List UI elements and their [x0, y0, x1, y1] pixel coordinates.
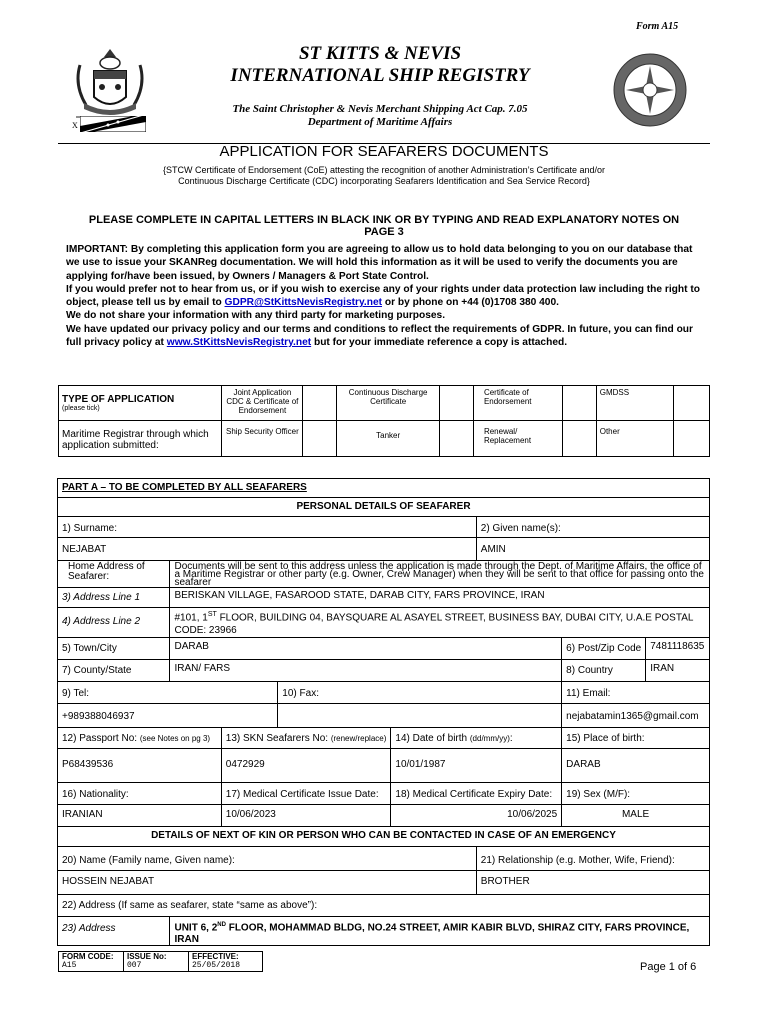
sex-label: 19) Sex (M/F):: [562, 783, 710, 805]
flag-icon: [80, 116, 146, 132]
passport-field[interactable]: P68439536: [58, 749, 222, 783]
surname-field[interactable]: NEJABAT: [58, 538, 477, 561]
registrar-label: Maritime Registrar through which application submitted:: [59, 421, 222, 457]
tel-field[interactable]: +989388046937: [58, 704, 278, 728]
registry-website-link[interactable]: www.StKittsNevisRegistry.net: [166, 337, 312, 349]
post-code-label: 6) Post/Zip Code: [562, 638, 646, 660]
skn-field[interactable]: 0472929: [221, 749, 391, 783]
opt-sso-label: Ship Security Officer: [222, 421, 303, 457]
med-expiry-label: 18) Medical Certificate Expiry Date:: [391, 783, 562, 805]
given-name-field[interactable]: AMIN: [476, 538, 709, 561]
tick-box-coe[interactable]: [562, 386, 596, 421]
opt-joint-label: Joint Application CDC & Certificate of Endorsement: [222, 386, 303, 421]
type-hint: (please tick): [62, 405, 100, 412]
document-title: APPLICATION FOR SEAFARERS DOCUMENTS: [219, 143, 549, 160]
effective-label: EFFECTIVE:: [192, 952, 239, 961]
form-ref: Form A15: [636, 21, 679, 32]
issue-label: ISSUE No:: [127, 952, 167, 961]
kin-name-field[interactable]: HOSSEIN NEJABAT: [58, 871, 477, 895]
county-label: 7) County/State: [58, 660, 170, 682]
fax-label: 10) Fax:: [278, 682, 562, 704]
notice-p3: We do not share your information with any third party for marketing purposes.: [66, 310, 446, 322]
tel-label: 9) Tel:: [58, 682, 278, 704]
part-a-table: [57, 478, 710, 946]
effective-value: 25/05/2018: [192, 961, 241, 970]
nationality-field[interactable]: IRANIAN: [58, 805, 222, 827]
email-field[interactable]: nejabatamin1365@gmail.com: [562, 704, 710, 728]
skn-label: 13) SKN Seafarers No: (renew/replace): [221, 728, 391, 749]
tick-box-cdc[interactable]: [440, 386, 474, 421]
pob-label: 15) Place of birth:: [562, 728, 710, 749]
email-label: 11) Email:: [562, 682, 710, 704]
med-issue-label: 17) Medical Certificate Issue Date:: [221, 783, 391, 805]
kin-name-label: 20) Name (Family name, Given name):: [58, 847, 477, 871]
maritime-seal-icon: [612, 52, 688, 128]
notice-p2: If you would prefer not to hear from us, or if you wish to exercise any of your rights under data protection law including the right to object, please tell us by email to GDPR@StKittsNevisRegistry.net or by phone on +44 (0)1708 380 400.: [66, 283, 700, 309]
opt-other-label: Other: [596, 421, 673, 457]
county-field[interactable]: IRAN/ FARS: [170, 660, 562, 682]
form-code-value: A15: [62, 961, 77, 970]
tick-box-tanker[interactable]: [440, 421, 474, 457]
instruction-line2: PAGE 3: [364, 226, 404, 238]
tick-box-other[interactable]: [674, 421, 710, 457]
address23-label: 23) Address: [58, 917, 170, 945]
part-a-heading: PART A – TO BE COMPLETED BY ALL SEAFARERS: [58, 479, 710, 498]
application-type-table: [58, 385, 710, 457]
address23-field[interactable]: UNIT 6, 2ND FLOOR, MOHAMMAD BLDG, NO.24 STREET, AMIR KABIR BLVD, SHIRAZ CITY, FARS PROVINCE, IRAN: [170, 917, 710, 945]
tick-box-gmdss[interactable]: [674, 386, 710, 421]
town-field[interactable]: DARAB: [170, 638, 562, 660]
personal-details-heading: PERSONAL DETAILS OF SEAFARER: [58, 498, 710, 517]
notice-p1: IMPORTANT: By completing this application form you are agreeing to allow us to hold data belonging to you on our database that we use to issue your SKANReg documentation. We will hold this information as it will be used to verify the documents you are applying for/have been issued, by Owners / Managers & Port State Control.: [66, 244, 693, 282]
next-of-kin-heading: DETAILS OF NEXT OF KIN OR PERSON WHO CAN BE CONTACTED IN CASE OF AN EMERGENCY: [58, 827, 710, 847]
arms-x-mark: X: [72, 121, 78, 130]
gdpr-email-link[interactable]: GDPR@StKittsNevisRegistry.net: [224, 297, 383, 309]
form-code-cell: [59, 952, 124, 972]
opt-cdc-label: Continuous Discharge Certificate: [337, 386, 440, 421]
subtitle-line1: {STCW Certificate of Endorsement (CoE) attesting the recognition of another Administration’s Certificate and/or: [162, 165, 606, 175]
page-number: Page 1 of 6: [640, 961, 697, 973]
opt-renewal-label: Renewal/ Replacement: [473, 421, 562, 457]
registry-title-line2: INTERNATIONAL SHIP REGISTRY: [230, 65, 530, 86]
gdpr-notice: [66, 243, 706, 349]
instruction-line1: PLEASE COMPLETE IN CAPITAL LETTERS IN BLACK INK OR BY TYPING AND READ EXPLANATORY NOTES ON: [88, 214, 680, 226]
relationship-field[interactable]: BROTHER: [476, 871, 709, 895]
issue-value: 007: [127, 961, 142, 970]
home-address-label: Home Address of Seafarer:: [58, 561, 170, 588]
address-line2-label: 4) Address Line 2: [58, 608, 170, 638]
address-line1-field[interactable]: BERISKAN VILLAGE, FASAROOD STATE, DARAB CITY, FARS PROVINCE, IRAN: [170, 588, 710, 608]
dob-label: 14) Date of birth (dd/mm/yy):: [391, 728, 562, 749]
type-label-cell: [59, 386, 222, 421]
fax-field[interactable]: [278, 704, 562, 728]
country-label: 8) Country: [562, 660, 646, 682]
issue-cell: [124, 952, 189, 972]
address-line2-field[interactable]: #101, 1ST FLOOR, BUILDING 04, BAYSQUARE AL ASAYEL STREET, BUSINESS BAY, DUBAI CITY, U.A.E POSTAL CODE: 23966: [170, 608, 710, 638]
tick-box-renewal[interactable]: [562, 421, 596, 457]
act-reference: The Saint Christopher & Nevis Merchant Shipping Act Cap. 7.05: [232, 103, 528, 115]
tick-box-joint[interactable]: [303, 386, 337, 421]
address-line1-label: 3) Address Line 1: [58, 588, 170, 608]
form-code-table: [58, 951, 263, 972]
post-code-field[interactable]: 7481118635: [646, 638, 710, 660]
tick-box-sso[interactable]: [303, 421, 337, 457]
given-name-label: 2) Given name(s):: [476, 517, 709, 538]
nationality-label: 16) Nationality:: [58, 783, 222, 805]
relationship-label: 21) Relationship (e.g. Mother, Wife, Friend):: [476, 847, 709, 871]
surname-label: 1) Surname:: [58, 517, 477, 538]
kin-address-label: 22) Address (If same as seafarer, state “same as above”):: [58, 895, 710, 917]
type-label: TYPE OF APPLICATION: [62, 394, 175, 405]
country-field[interactable]: IRAN: [646, 660, 710, 682]
department-name: Department of Maritime Affairs: [307, 116, 453, 128]
subtitle-line2: Continuous Discharge Certificate (CDC) incorporating Seafarers Identification and Sea Service Record}: [178, 176, 590, 186]
registry-title-line1: ST KITTS & NEVIS: [298, 43, 462, 64]
pob-field[interactable]: DARAB: [562, 749, 710, 783]
effective-cell: [189, 952, 263, 972]
sex-field[interactable]: MALE: [562, 805, 710, 827]
notice-p4: We have updated our privacy policy and our terms and conditions to reflect the requirements of GDPR. In future, you can find our full privacy policy at www.StKittsNevisRegistry.net but for your immediate reference a copy is attached.: [66, 323, 693, 349]
opt-coe-label: Certificate of Endorsement: [473, 386, 562, 421]
passport-label: 12) Passport No: (see Notes on pg 3): [58, 728, 222, 749]
med-expiry-field[interactable]: 10/06/2025: [391, 805, 562, 827]
opt-tanker-label: Tanker: [337, 421, 440, 457]
form-code-label: FORM CODE:: [62, 952, 114, 961]
home-address-note: Documents will be sent to this address unless the application is made through the Dept. of Maritime Affairs, the office of a Maritime Registrar or other party (e.g. Owner, Crew Manager) when they will be sent to that office for passing onto the seafarer: [170, 561, 710, 588]
opt-gmdss-label: GMDSS: [596, 386, 673, 421]
med-issue-field[interactable]: 10/06/2023: [221, 805, 391, 827]
town-label: 5) Town/City: [58, 638, 170, 660]
dob-field[interactable]: 10/01/1987: [391, 749, 562, 783]
